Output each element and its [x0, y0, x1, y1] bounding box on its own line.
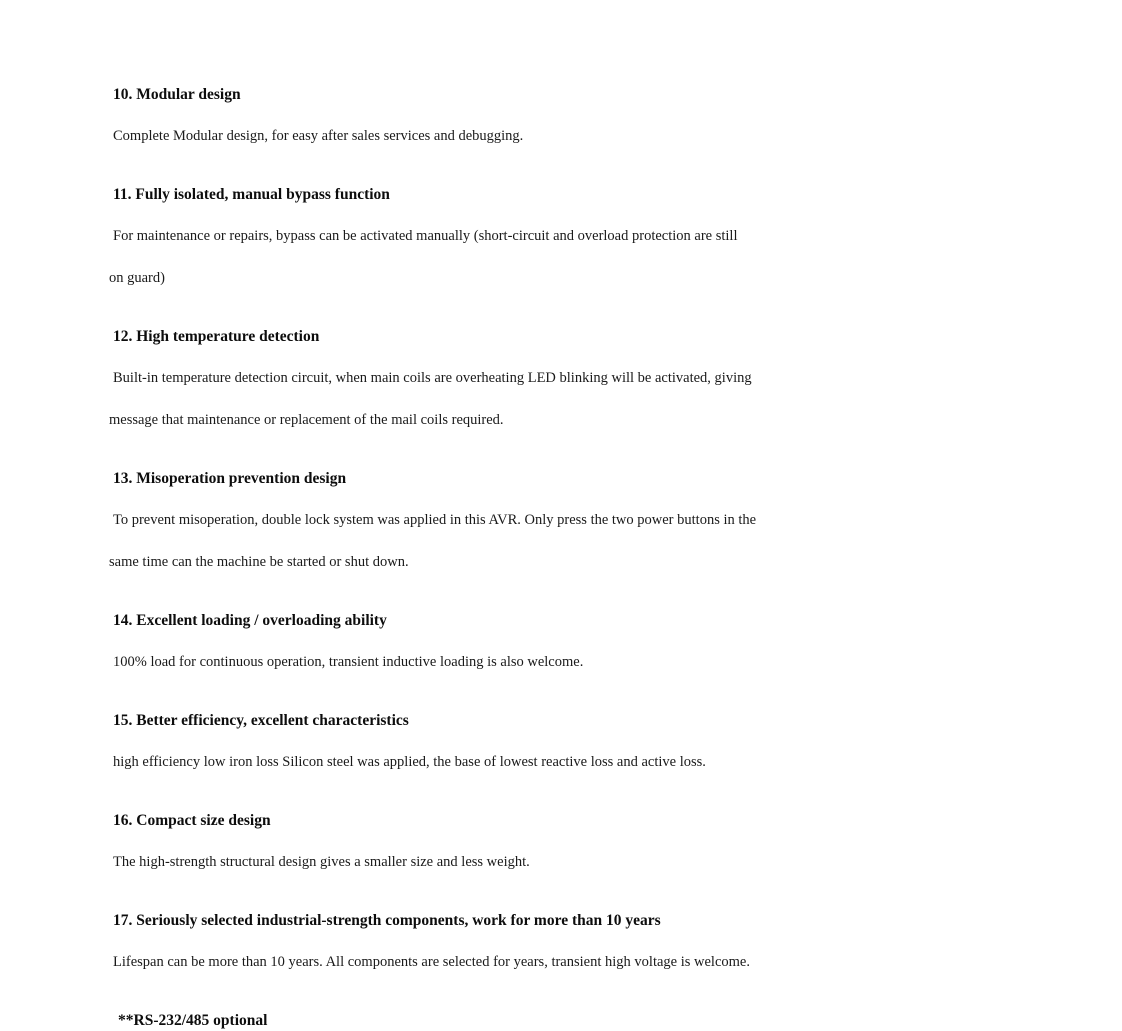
section-manual-bypass: [109, 185, 973, 310]
section-industrial-components: [113, 911, 973, 994]
body-line: on guard): [109, 270, 165, 286]
section-body: [113, 831, 973, 894]
section-heading: 14. Excellent loading / overloading ability: [113, 612, 387, 629]
section-heading: 17. Seriously selected industrial-strength components, work for more than 10 years: [113, 912, 661, 929]
section-heading: 13. Misoperation prevention design: [113, 470, 347, 487]
document-content: [109, 85, 973, 1031]
section-misoperation-prevention: [109, 469, 973, 594]
body-line: Built-in temperature detection circuit, when main coils are overheating LED blinking will be activated, giving: [113, 370, 752, 386]
section-body: [113, 105, 973, 168]
section-body: [109, 347, 973, 452]
section-efficiency: [113, 711, 973, 794]
section-loading-ability: [113, 611, 973, 694]
body-line: high efficiency low iron loss Silicon steel was applied, the base of lowest reactive loss and active loss.: [113, 754, 706, 770]
body-line: The high-strength structural design gives a smaller size and less weight.: [113, 854, 530, 870]
section-heading: 15. Better efficiency, excellent characteristics: [113, 712, 409, 729]
body-line: Complete Modular design, for easy after sales services and debugging.: [113, 128, 524, 144]
section-heading: 11. Fully isolated, manual bypass function: [113, 186, 390, 203]
section-heading: 16. Compact size design: [113, 812, 271, 829]
body-line: Lifespan can be more than 10 years. All components are selected for years, transient high voltage is welcome.: [113, 954, 750, 970]
section-body: [113, 931, 973, 994]
section-body: [109, 205, 973, 310]
body-line: To prevent misoperation, double lock system was applied in this AVR. Only press the two power buttons in the: [113, 512, 757, 528]
section-heading: 12. High temperature detection: [113, 328, 320, 345]
section-body: [109, 489, 973, 594]
section-heading: 10. Modular design: [113, 86, 241, 103]
section-body: [113, 631, 973, 694]
section-high-temperature: [109, 327, 973, 452]
section-compact-size: [113, 811, 973, 894]
section-body: [113, 731, 973, 794]
body-line: For maintenance or repairs, bypass can be activated manually (short-circuit and overload protection are still: [113, 228, 738, 244]
body-line: same time can the machine be started or shut down.: [109, 554, 409, 570]
optional-note: **RS-232/485 optional: [118, 1012, 268, 1029]
body-line: message that maintenance or replacement of the mail coils required.: [109, 412, 504, 428]
body-line: 100% load for continuous operation, transient inductive loading is also welcome.: [113, 654, 584, 670]
section-modular-design: [113, 85, 973, 168]
